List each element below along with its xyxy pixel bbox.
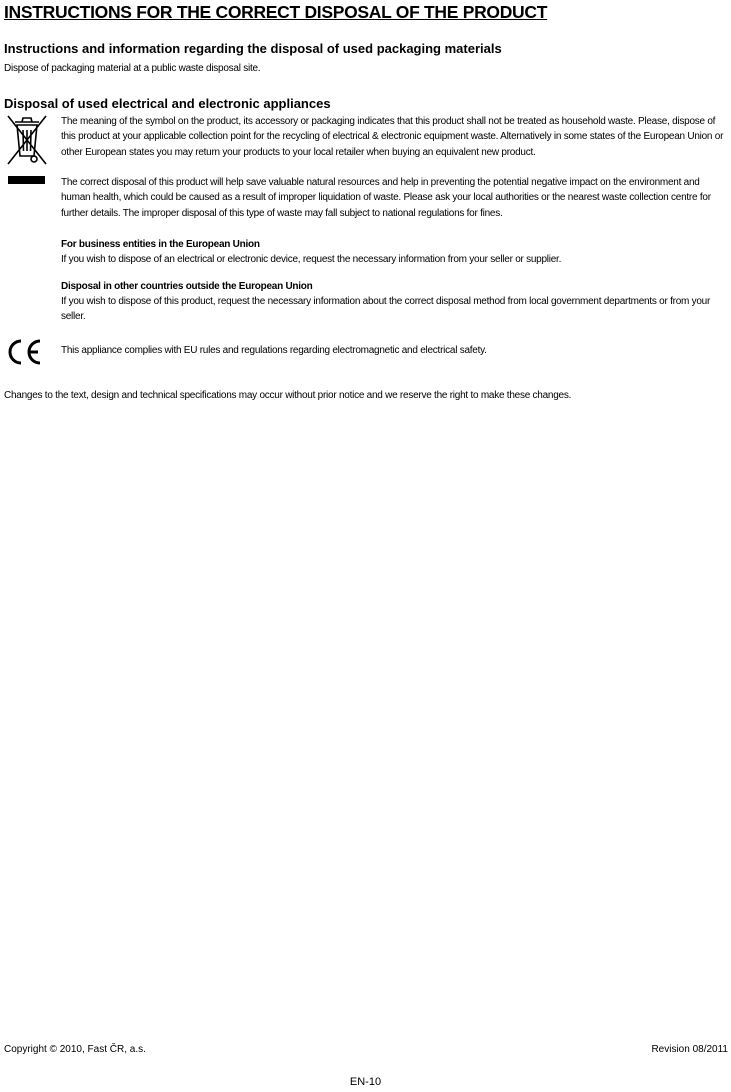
crossed-out-wheelie-bin-icon <box>6 114 48 166</box>
copyright: Copyright © 2010, Fast ČR, a.s. <box>4 1044 146 1055</box>
ce-mark-icon <box>4 338 44 366</box>
page-title: INSTRUCTIONS FOR THE CORRECT DISPOSAL OF THE PRODUCT <box>4 2 548 22</box>
ce-text: This appliance complies with EU rules and regulations regarding electromagnetic and electrical safety. <box>61 345 487 356</box>
weee-bar-icon <box>8 176 45 184</box>
business-heading: For business entities in the European Union <box>61 239 260 250</box>
revision: Revision 08/2011 <box>651 1044 728 1055</box>
business-text: If you wish to dispose of an electrical or electronic device, request the necessary information from your seller or supplier. <box>61 254 562 265</box>
other-countries-heading: Disposal in other countries outside the European Union <box>61 281 313 292</box>
weee-paragraph-1: The meaning of the symbol on the product, its accessory or packaging indicates that this product shall not be treated as household waste. Please, dispose of this product at your applicable collection point for the recycling of electrical & electronic equipment waste. Alternatively in some states of the European Union or other European states you may return your products to your local retailer when buying an equivalent new product. <box>61 116 724 158</box>
other-countries-text: If you wish to dispose of this product, request the necessary information about the correct disposal method from local government departments or from your seller. <box>61 296 711 323</box>
weee-paragraph-2: The correct disposal of this product will help save valuable natural resources and help in preventing the potential negative impact on the environment and human health, which could be caused as a result of improper liquidation of waste. Please ask your local authorities or the nearest waste collection centre for further details. The improper disposal of this type of waste may fall subject to national regulations for fines. <box>61 177 711 219</box>
changes-notice: Changes to the text, design and technical specifications may occur without prior notice and we reserve the right to make these changes. <box>4 390 572 401</box>
page-number: EN-10 <box>349 1076 382 1088</box>
packaging-text: Dispose of packaging material at a public waste disposal site. <box>4 63 261 74</box>
packaging-heading: Instructions and information regarding the disposal of used packaging materials <box>4 41 502 56</box>
weee-heading: Disposal of used electrical and electronic appliances <box>4 96 331 111</box>
